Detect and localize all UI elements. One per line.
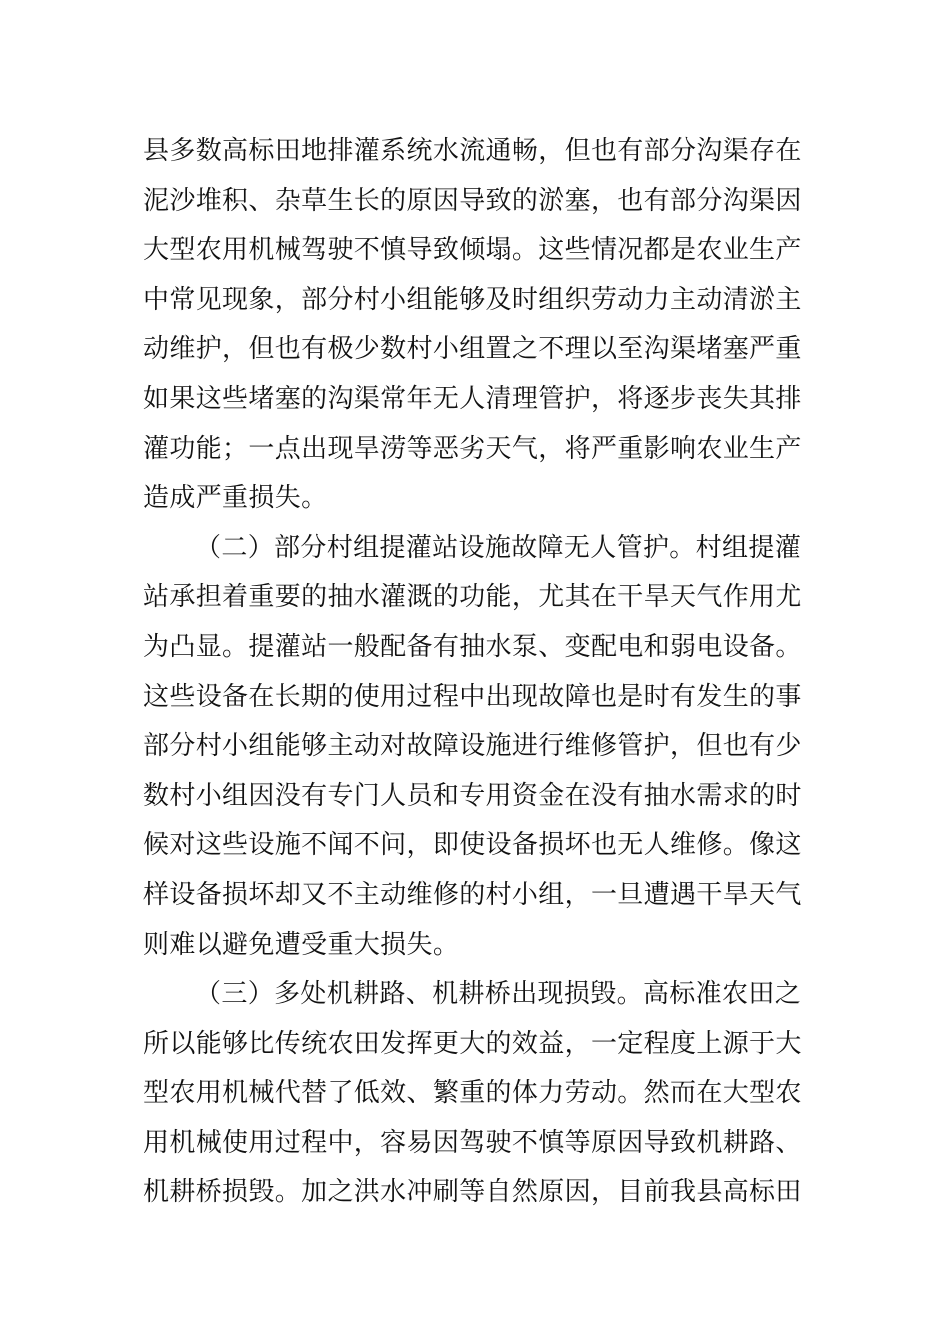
text-line: 型农用机械代替了低效、繁重的体力劳动。然而在大型农	[143, 1078, 802, 1109]
text-line: 样设备损坏却又不主动维修的村小组，一旦遭遇干旱天气	[143, 879, 802, 910]
text-line: 中常见现象，部分村小组能够及时组织劳动力主动清淤主	[143, 284, 802, 315]
text-line: 候对这些设施不闻不问，即使设备损坏也无人维修。像这	[143, 830, 802, 861]
text-line: 用机械使用过程中，容易因驾驶不慎等原因导致机耕路、	[143, 1127, 802, 1158]
text-line: 造成严重损失。	[143, 483, 328, 514]
text-line: 县多数高标田地排灌系统水流通畅，但也有部分沟渠存在	[143, 136, 802, 166]
text-line: 数村小组因没有专门人员和专用资金在没有抽水需求的时	[143, 780, 802, 811]
text-line: 则难以避免遭受重大损失。	[143, 929, 460, 960]
text-line: 为凸显。提灌站一般配备有抽水泵、变配电和弱电设备。	[143, 631, 802, 662]
text-line: 所以能够比传统农田发挥更大的效益，一定程度上源于大	[143, 1028, 802, 1059]
paragraph-continuation	[143, 127, 808, 524]
text-line: 如果这些堵塞的沟渠常年无人清理管护，将逐步丧失其排	[143, 383, 802, 414]
paragraph-section-3	[143, 970, 808, 1218]
section-heading-line: （二）部分村组提灌站设施故障无人管护。村组提灌	[195, 532, 802, 563]
text-line: 机耕桥损毁。加之洪水冲刷等自然原因，目前我县高标田	[143, 1177, 802, 1208]
section-heading-line: （三）多处机耕路、机耕桥出现损毁。高标准农田之	[195, 979, 802, 1010]
text-line: 大型农用机械驾驶不慎导致倾塌。这些情况都是农业生产	[143, 235, 802, 266]
text-line: 这些设备在长期的使用过程中出现故障也是时有发生的事	[143, 681, 802, 712]
text-line: 部分村小组能够主动对故障设施进行维修管护，但也有少	[143, 731, 802, 762]
text-line: 泥沙堆积、杂草生长的原因导致的淤塞，也有部分沟渠因	[143, 185, 802, 216]
text-line: 动维护，但也有极少数村小组置之不理以至沟渠堵塞严重	[143, 334, 802, 365]
paragraph-section-2	[143, 524, 808, 970]
text-line: 站承担着重要的抽水灌溉的功能，尤其在干旱天气作用尤	[143, 582, 802, 613]
text-line: 灌功能；一点出现旱涝等恶劣天气，将严重影响农业生产	[143, 433, 802, 464]
document-body	[143, 127, 808, 1218]
